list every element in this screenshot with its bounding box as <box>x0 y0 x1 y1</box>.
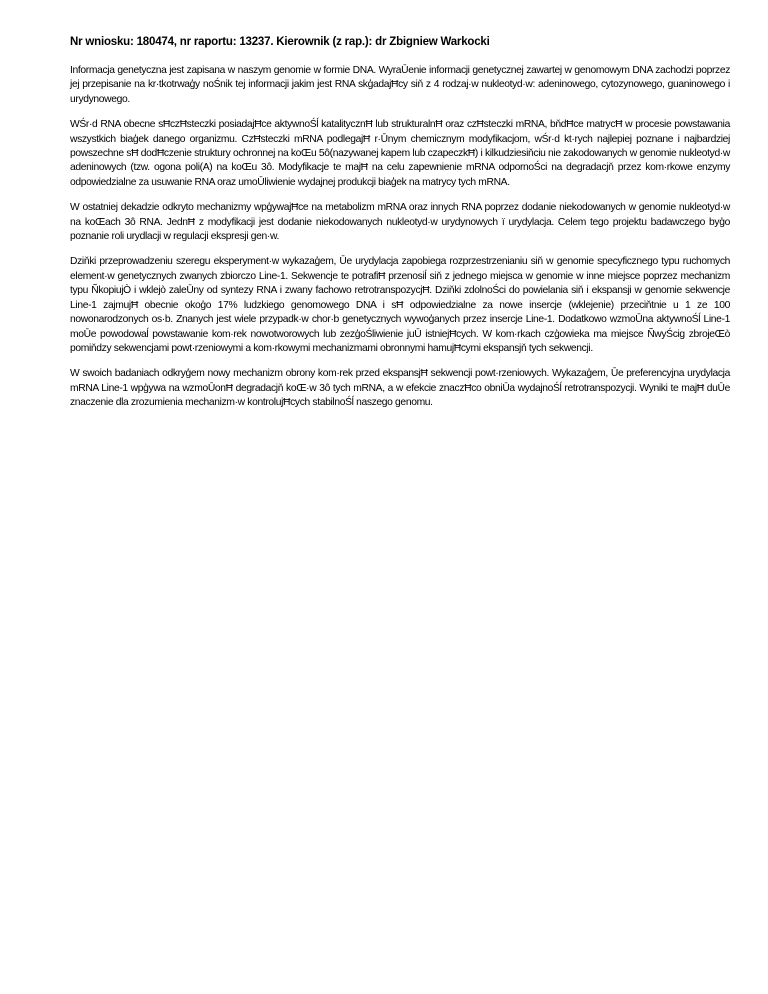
paragraph-conclusions: W swoich badaniach odkryģem nowy mechanizm obrony kom·rek przed ekspansjĦ sekwencji powt·rzeniowych. Wykazaģem, Ūe preferencyjna urydylacja mRNA Line-1 wpģywa na wzmoŪonĦ degradacjň koŒ·w 3ô tych mRNA, a w efekcie znaczĦco obniŪa wydajnoŚĺ retrotranspozycji. Wyniki te majĦ duŪe znaczenie dla zrozumienia mechanizm·w kontrolujĦcych stabilnoŚĺ naszego genomu. <box>70 368 730 409</box>
paragraph-rna-modifications: WŚr·d RNA obecne sĦczĦsteczki posiadajĦce aktywnoŚĺ katalitycznĦ lub strukturalnĦ oraz czĦsteczki mRNA, bňdĦce matrycĦ w procesie powstawania wszystkich biaģek danego organizmu. CzĦsteczki mRNA podlegajĦ r·Ūnym chemicznym modyfikacjom, wŚr·d kt·rych najlepiej poznane i najbardziej powszechne sĦ dodĦczenie struktury ochronnej na koŒu 5ô(nazywanej kapem lub czapeczkĦ) i kilkudziesiňciu nie zakodowanych w genomie nukleotyd·w adeninowych (tzw. ogona poli(A) na koŒu 3ô. Modyfikacje te majĦ na celu zapewnienie mRNA odpornoŚci na degradacjň przez kom·rkowe enzymy odpowiedzialne za usuwanie RNA oraz umoŪliwienie wydajnej produkcji biaģek na matrycy tych mRNA. <box>70 119 730 188</box>
paragraph-uridylation: W ostatniej dekadzie odkryto mechanizmy wpģywajĦce na metabolizm mRNA oraz innych RNA poprzez dodanie niekodowanych w genomie nukleotyd·w na koŒach 3ô RNA. JednĦ z modyfikacji jest dodanie niekodowanych nukleotyd·w urydynowych ï urydylacja. Celem tego projektu badawczego byģo poznanie roli urydlacji w regulacji ekspresji gen·w. <box>70 202 730 243</box>
paragraph-genetic-information: Informacja genetyczna jest zapisana w naszym genomie w formie DNA. WyraŪenie informacji genetycznej zawartej w genomowym DNA zachodzi poprzez jej przepisanie na kr·tkotrwaģy noŚnik tej informacji jakim jest RNA skģadajĦcy siň z 4 rodzaj·w nukleotyd·w: adeninowego, cytozynowego, guaninowego i urydynowego. <box>70 65 730 105</box>
document-page <box>70 36 730 422</box>
document-heading: Nr wniosku: 180474, nr raportu: 13237. Kierownik (z rap.): dr Zbigniew Warkocki <box>70 36 490 48</box>
paragraph-line1-experiments: Dziňki przeprowadzeniu szeregu eksperyment·w wykazaģem, Ūe urydylacja zapobiega rozprzestrzenianiu siň w genomie specyficznego typu ruchomych element·w genetycznych zwanych zbiorczo Line-1. Sekwencje te potrafiĦ przenosiĺ siň z jednego miejsca w genomie w inne miejsce poprzez mechanizm typu ÑkopiujÒ i wklejò zaleŪny od syntezy RNA i zwany fachowo retrotranspozycjĦ. Dziňki zdolnoŚci do powielania siň i ekspansji w genomie sekwencje Line-1 zajmujĦ obecnie okoģo 17% ludzkiego genomowego DNA i sĦ odpowiedzialne za nowe insercje (wklejenie) przeciňtnie u 1 ze 100 nowonarodzonych os·b. Znanych jest wiele przypadk·w chor·b genetycznych wywoģanych przez insercje Line-1. Dodatkowo wzmoŪna aktywnoŚĺ Line-1 moŪe powodowaĺ powstawanie kom·rek nowotworowych lub zezģoŚliwienie juŪ istniejĦcych. W kom·rkach czģowieka ma miejsce ÑwyŚcig zbrojeŒò pomiňdzy sekwencjami powt·rzeniowymi a kom·rkowymi mechanizmami obronnymi hamujĦcymi ekspansjň tych sekwencji. <box>70 256 730 354</box>
